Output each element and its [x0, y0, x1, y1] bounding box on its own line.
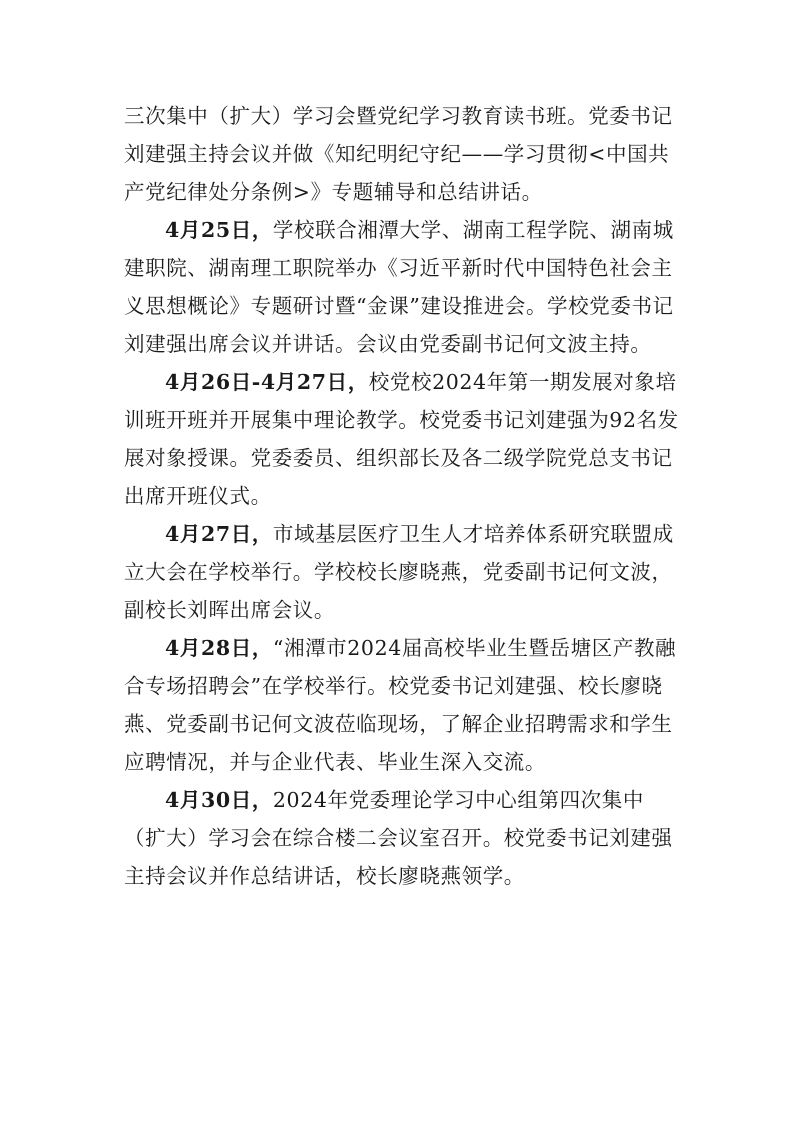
- paragraph-text: “湘潭市2024届高校毕业生暨岳塘区产教融合专场招聘会”在学校举行。校党委书记刘建强、校长廖晓燕、党委副书记何文波莅临现场，了解企业招聘需求和学生应聘情况，并与企业代表、毕业生深入交流。: [124, 636, 677, 774]
- paragraph-continuation: [124, 97, 684, 211]
- document-body: [124, 97, 684, 895]
- paragraph-date: 4月30日，: [165, 788, 273, 812]
- paragraph-date: 4月26日-4月27日，: [165, 370, 369, 394]
- paragraph-text: 三次集中（扩大）学习会暨党纪学习教育读书班。党委书记刘建强主持会议并做《知纪明纪守纪——学习贯彻<中国共产党纪律处分条例>》专题辅导和总结讲话。: [124, 104, 673, 204]
- paragraph-apr-30: [124, 781, 684, 895]
- paragraph-text: 学校联合湘潭大学、湖南工程学院、湖南城建职院、湖南理工职院举办《习近平新时代中国特色社会主义思想概论》专题研讨暨“金课”建设推进会。学校党委书记刘建强出席会议并讲话。会议由党委副书记何文波主持。: [124, 218, 674, 356]
- paragraph-text: 校党校2024年第一期发展对象培训班开班并开展集中理论教学。校党委书记刘建强为92名发展对象授课。党委委员、组织部长及各二级学院党总支书记出席开班仪式。: [124, 370, 679, 508]
- paragraph-date: 4月28日，: [165, 636, 273, 660]
- paragraph-apr-26-27: [124, 363, 684, 515]
- paragraph-text: 市域基层医疗卫生人才培养体系研究联盟成立大会在学校举行。学校校长廖晓燕，党委副书记何文波，副校长刘晖出席会议。: [124, 522, 674, 622]
- paragraph-apr-25: [124, 211, 684, 363]
- paragraph-date: 4月25日，: [165, 218, 273, 242]
- paragraph-text: 2024年党委理论学习中心组第四次集中（扩大）学习会在综合楼二会议室召开。校党委书记刘建强主持会议并作总结讲话，校长廖晓燕领学。: [124, 788, 673, 888]
- paragraph-apr-28: [124, 629, 684, 781]
- paragraph-date: 4月27日，: [165, 522, 273, 546]
- paragraph-apr-27: [124, 515, 684, 629]
